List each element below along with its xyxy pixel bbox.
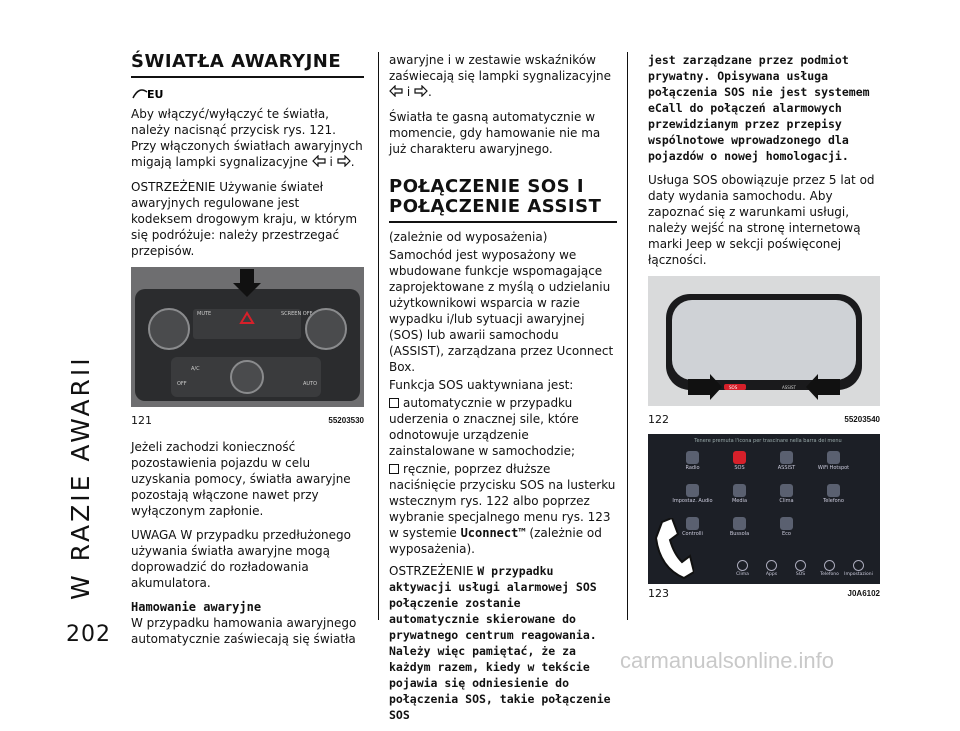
svg-text:SOS: SOS	[729, 385, 738, 390]
right-arrow-icon	[414, 85, 428, 101]
app-icon	[686, 451, 699, 464]
heading-rule	[131, 76, 364, 78]
menu-bar-icon	[737, 560, 748, 571]
figure-123	[648, 434, 880, 602]
column-1	[131, 52, 364, 655]
paragraph: W przypadku hamowania awaryjnego automatycznie zaświecają się światła	[131, 615, 357, 646]
figure-code: 55203530	[328, 415, 364, 425]
bullet-item: automatycznie w przypadku uderzenia o znacznej sile, które odnotowuje urządzenie zainstalowane w samochodzie;	[389, 395, 579, 458]
bullet-box-icon	[389, 464, 399, 474]
app-label: ASSIST	[777, 465, 796, 471]
menu-bar-label: Telefono	[820, 572, 839, 577]
sidebar	[66, 40, 104, 600]
screen-app-tile[interactable]	[764, 483, 809, 514]
screen-app-tile[interactable]	[811, 450, 856, 481]
menu-bar-label: Clima	[736, 572, 749, 577]
app-label: Bussola	[729, 531, 750, 537]
paragraph-warning: OSTRZEŻENIE Używanie świateł awaryjnych regulowane jest kodeksem drogowym kraju, w którym się podróżuje: należy przestrzegać przepisów.	[131, 179, 358, 258]
heading-rule	[389, 221, 617, 223]
subheading-emergency-braking: Hamowanie awaryjne	[131, 599, 262, 614]
menu-bar-item[interactable]	[757, 558, 786, 580]
app-label: Clima	[779, 498, 794, 504]
app-icon	[827, 484, 840, 497]
screen-app-tile[interactable]	[717, 516, 762, 547]
figure-122	[648, 276, 880, 428]
figure-caption	[648, 412, 880, 428]
paragraph: Funkcja SOS uaktywniana jest:	[389, 377, 574, 392]
svg-text:AUTO: AUTO	[303, 380, 318, 387]
paragraph-bold: jest zarządzane przez podmiot prywatny. Opisywana usługa połączenia SOS nie jest systemem eCall do połączeń alarmowych przewidzianym przez przepisy wspólnotowe wprowadzonego dla pojazdów o nowej homologacji.	[648, 53, 870, 163]
screen-app-tile[interactable]	[670, 450, 715, 481]
svg-text:SCREEN OFF: SCREEN OFF	[281, 310, 313, 317]
app-label: Controlli	[682, 531, 703, 537]
column-divider	[378, 52, 379, 620]
figure-caption	[648, 586, 880, 602]
screen-hint: Tenere premuta l'icona per trascinare nella barra dei menu	[694, 438, 842, 444]
svg-text:A/C: A/C	[191, 365, 200, 372]
eu-info-icon	[131, 84, 364, 104]
bullet-item: ręcznie, poprzez dłuższe naciśnięcie przycisku SOS na lusterku wstecznym rys. 122 albo poprzez wybranie specjalnego menu rys. 123 w systemie Uconnect™ (zależnie od wyposażenia).	[389, 461, 616, 556]
figure-number: 121	[131, 413, 152, 427]
screen-app-tile[interactable]	[764, 516, 809, 547]
menu-bar-label: SOS	[795, 572, 806, 577]
figure-code: J0A6102	[847, 589, 880, 598]
app-icon	[733, 451, 746, 464]
svg-text:EU: EU	[147, 88, 164, 101]
rearview-mirror-photo	[648, 276, 880, 406]
app-icon	[780, 451, 793, 464]
right-arrow-icon	[337, 155, 351, 171]
figure-121	[131, 267, 364, 429]
app-icon	[827, 451, 840, 464]
app-icon	[780, 484, 793, 497]
menu-bar-item[interactable]	[728, 558, 757, 580]
app-grid	[670, 450, 858, 548]
app-label: SOS	[734, 465, 745, 471]
svg-text:OFF: OFF	[177, 380, 187, 387]
app-label: Media	[731, 498, 748, 504]
column-divider	[627, 52, 628, 620]
bullet-box-icon	[389, 398, 399, 408]
figure-code: 55203540	[844, 415, 880, 424]
menu-bar-item[interactable]	[844, 558, 873, 580]
paragraph: Aby włączyć/wyłączyć te światła, należy nacisnąć przycisk rys. 121. Przy włączonych światłach awaryjnych migają lampki sygnalizacyjne i .	[131, 107, 363, 169]
screen-app-tile[interactable]	[764, 450, 809, 481]
screen-app-tile[interactable]	[717, 483, 762, 514]
menu-bar-item[interactable]	[815, 558, 844, 580]
menu-bar-item[interactable]	[786, 558, 815, 580]
figure-number: 123	[648, 587, 669, 600]
menu-bar	[728, 558, 876, 580]
app-label: WiFi Hotspot	[817, 465, 850, 471]
paragraph-warning: OSTRZEŻENIE W przypadku aktywacji usługi alarmowej SOS połączenie zostanie automatycznie skierowane do prywatnego centrum reagowania. Należy więc pamiętać, że za każdym razem, kiedy w tekście pojawia się odniesienie do połączenia SOS, takie połączenie SOS	[389, 563, 611, 722]
menu-bar-icon	[824, 560, 835, 571]
menu-bar-icon	[766, 560, 777, 571]
screen-app-tile[interactable]	[670, 483, 715, 514]
figure-caption	[131, 413, 364, 429]
figure-number: 122	[648, 413, 669, 426]
app-icon	[686, 484, 699, 497]
app-label: Impostaz. Audio	[672, 498, 713, 504]
paragraph: Samochód jest wyposażony we wbudowane funkcje wspomagające zaprojektowane z myślą o udzielaniu użytkownikowi wsparcia w razie wypadku i/lub sytuacji awaryjnej (SOS) lub awarii samochodu (ASSIST), zarządzana przez Uconnect Box.	[389, 247, 614, 374]
paragraph: Jeżeli zachodzi konieczność pozostawienia pojazdu w celu uzyskania pomocy, światła awaryjne pozostają włączone nawet przy wyłączonym zapłonie.	[131, 439, 351, 518]
svg-text:MUTE: MUTE	[197, 310, 212, 317]
screen-app-tile[interactable]	[717, 450, 762, 481]
app-label: Telefono	[823, 498, 844, 504]
paragraph: awaryjne i w zestawie wskaźników zaświecają się lampki sygnalizacyjne i .	[389, 53, 612, 99]
watermark: carmanualsonline.info	[620, 648, 835, 673]
app-icon	[780, 517, 793, 530]
phone-handset-icon	[652, 518, 694, 580]
assist-button[interactable]: ASSIST	[782, 385, 796, 390]
paragraph: Usługa SOS obowiązuje przez 5 lat od daty wydania samochodu. Aby zapoznać się z warunkami usługi, należy wejść na stronę internetową marki Jeep w sekcji poświęconej łączności.	[648, 173, 875, 267]
heading-sos-assist: POŁĄCZENIE SOS I POŁĄCZENIE ASSIST	[389, 175, 602, 217]
app-icon	[733, 517, 746, 530]
paragraph: Światła te gasną automatycznie w momencie, gdy hamowanie nie ma już charakteru awaryjnego.	[389, 109, 601, 156]
app-label: Eco	[782, 531, 791, 537]
section-title: W RAZIE AWARII	[66, 355, 95, 600]
menu-bar-label: Apps	[765, 572, 778, 577]
paragraph-note: UWAGA W przypadku przedłużonego używania światła awaryjne mogą doprowadzić do rozładowania akumulatora.	[131, 527, 351, 590]
uconnect-screen	[648, 434, 880, 584]
app-label: Radio	[685, 465, 700, 471]
screen-app-tile[interactable]	[811, 483, 856, 514]
column-2	[389, 52, 617, 731]
paragraph-availability: (zależnie od wyposażenia)	[389, 229, 548, 244]
left-arrow-icon	[312, 155, 326, 171]
left-arrow-icon	[389, 85, 403, 101]
app-icon	[733, 484, 746, 497]
dashboard-panel-photo	[131, 267, 364, 407]
menu-bar-label: Impostazioni	[844, 572, 873, 577]
menu-bar-icon	[795, 560, 806, 571]
menu-bar-icon	[853, 560, 864, 571]
page-number: 202	[66, 622, 111, 647]
column-3	[648, 52, 880, 602]
heading-hazard-lights: ŚWIATŁA AWARYJNE	[131, 51, 342, 72]
